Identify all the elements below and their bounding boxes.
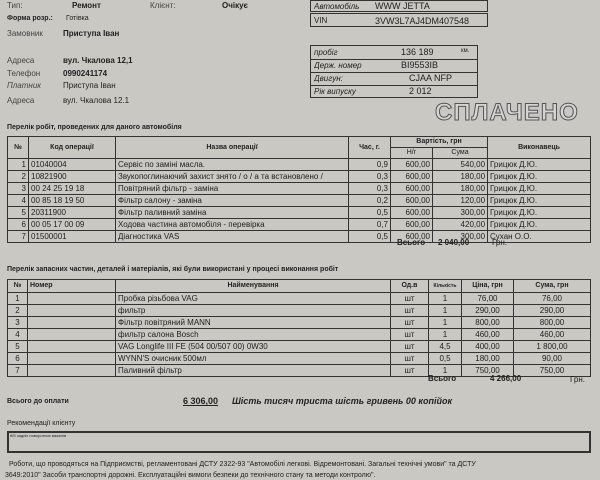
cell-unit: шт xyxy=(391,365,429,377)
cell-number xyxy=(28,317,116,329)
address-value: вул. Чкалова 12,1 xyxy=(63,56,133,65)
cell-name: WYNN'S очисник 500мл xyxy=(116,353,391,365)
col-sum: Сума, грн xyxy=(514,280,591,293)
customer-value: Приступа Іван xyxy=(63,29,120,38)
payment-amount: 6 306,00 xyxy=(183,396,219,406)
address-label: Адреса xyxy=(7,56,35,65)
cell-hours: 0,2 xyxy=(349,195,391,207)
footer-line-2: 3649:2010" Засоби транспортні дорожні. Експлуатаційні вимоги безпеки до технічного стану та методи контролю". xyxy=(5,472,376,479)
parts-currency: Грн. xyxy=(570,375,585,384)
cell-no: 7 xyxy=(8,231,29,243)
cell-qty: 0,5 xyxy=(429,353,462,365)
payment-label: Всього до оплати xyxy=(7,398,69,405)
cell-rate: 600,00 xyxy=(391,219,433,231)
parts-title: Перелік запасних частин, деталей і матеріалів, які були використані у процесі виконання робіт xyxy=(7,266,339,273)
cell-sum: 180,00 xyxy=(433,183,488,195)
table-row xyxy=(8,329,591,341)
cell-name: Повітряний фільтр - заміна xyxy=(116,183,349,195)
table-row xyxy=(8,317,591,329)
works-table xyxy=(7,136,591,243)
cell-unit: шт xyxy=(391,329,429,341)
cell-hours: 0,5 xyxy=(349,207,391,219)
cell-sum: 300,00 xyxy=(433,207,488,219)
recommendations-text: б/б задніх поворотних важелів xyxy=(10,433,67,438)
col-number: Номер xyxy=(28,280,116,293)
engine-label: Двигун: xyxy=(314,74,343,83)
cell-code: 01040004 xyxy=(29,159,116,171)
cell-code: 01500001 xyxy=(29,231,116,243)
cell-no: 5 xyxy=(8,207,29,219)
col-name: Найменування xyxy=(116,280,391,293)
cell-name: Діагностика VAS xyxy=(116,231,349,243)
cell-worker: Грицюк Д.Ю. xyxy=(488,171,591,183)
cell-rate: 600,00 xyxy=(391,183,433,195)
col-rate: Н/г xyxy=(391,148,433,159)
col-price: Ціна, грн xyxy=(462,280,514,293)
col-cost: Вартість, грн xyxy=(391,137,488,148)
payment-form-label: Форма розр.: xyxy=(7,15,53,22)
cell-code: 20311900 xyxy=(29,207,116,219)
works-title: Перелік робіт, проведених для даного автомобіля xyxy=(7,124,182,131)
phone-label: Телефон xyxy=(7,69,41,78)
cell-rate: 600,00 xyxy=(391,231,433,243)
cell-hours: 0,3 xyxy=(349,171,391,183)
cell-name: Сервіс по заміні масла. xyxy=(116,159,349,171)
cell-worker: Сухан О.О. xyxy=(488,231,591,243)
address2-value: вул. Чкалова 12.1 xyxy=(63,96,130,105)
cell-rate: 600,00 xyxy=(391,207,433,219)
cell-qty: 1 xyxy=(429,329,462,341)
cell-hours: 0,7 xyxy=(349,219,391,231)
cell-number xyxy=(28,293,116,305)
cell-worker: Грицюк Д.Ю. xyxy=(488,159,591,171)
col-name: Назва операції xyxy=(116,137,349,159)
table-row xyxy=(8,207,591,219)
payer-value: Приступа Іван xyxy=(63,81,116,90)
table-row xyxy=(8,195,591,207)
cell-price: 800,00 xyxy=(462,317,514,329)
cell-price: 400,00 xyxy=(462,341,514,353)
cell-unit: шт xyxy=(391,305,429,317)
recommendations-label: Рекомендації клієнту xyxy=(7,420,76,427)
cell-rate: 600,00 xyxy=(391,159,433,171)
cell-qty: 4,5 xyxy=(429,341,462,353)
cell-price: 460,00 xyxy=(462,329,514,341)
cell-name: Пробка різьбова VAG xyxy=(116,293,391,305)
cell-no: 2 xyxy=(8,171,29,183)
cell-worker: Грицюк Д.Ю. xyxy=(488,195,591,207)
parts-total-value: 4 266,00 xyxy=(490,374,522,383)
cell-name: Ходова частина автомобіля - перевірка xyxy=(116,219,349,231)
cell-sum: 180,00 xyxy=(433,171,488,183)
cell-sum: 460,00 xyxy=(514,329,591,341)
table-row xyxy=(8,219,591,231)
parts-table xyxy=(7,279,591,377)
table-row xyxy=(8,305,591,317)
cell-hours: 0,5 xyxy=(349,231,391,243)
mileage-value: 136 189 xyxy=(401,47,434,57)
works-total-label: Всього xyxy=(397,238,426,247)
cell-code: 00 24 25 19 18 xyxy=(29,183,116,195)
cell-code: 10821900 xyxy=(29,171,116,183)
cell-no: 6 xyxy=(8,353,28,365)
engine-value: CJAA NFP xyxy=(409,73,453,83)
cell-price: 750,00 xyxy=(462,365,514,377)
table-row xyxy=(8,353,591,365)
cell-worker: Грицюк Д.Ю. xyxy=(488,183,591,195)
cell-qty: 1 xyxy=(429,317,462,329)
cell-no: 4 xyxy=(8,329,28,341)
cell-sum: 800,00 xyxy=(514,317,591,329)
cell-unit: шт xyxy=(391,293,429,305)
client-value: Очікує xyxy=(222,1,248,10)
cell-no: 2 xyxy=(8,305,28,317)
paid-stamp: СПЛАЧЕНО xyxy=(435,99,579,126)
cell-sum: 420,00 xyxy=(433,219,488,231)
year-label: Рік випуску xyxy=(314,87,356,96)
mileage-label: пробіг xyxy=(314,48,338,57)
cell-number xyxy=(28,329,116,341)
cell-number xyxy=(28,365,116,377)
cell-sum: 76,00 xyxy=(514,293,591,305)
cell-unit: шт xyxy=(391,353,429,365)
parts-total-label: Всього xyxy=(428,374,457,383)
col-worker: Виконавець xyxy=(488,137,591,159)
cell-qty: 1 xyxy=(429,305,462,317)
cell-number xyxy=(28,341,116,353)
client-label: Клієнт: xyxy=(150,1,176,10)
cell-no: 7 xyxy=(8,365,28,377)
cell-no: 3 xyxy=(8,317,28,329)
cell-sum: 300,00 xyxy=(433,231,488,243)
cell-sum: 540,00 xyxy=(433,159,488,171)
vin-label: VIN xyxy=(314,16,328,25)
cell-no: 1 xyxy=(8,159,29,171)
phone-value: 0990241174 xyxy=(63,69,108,78)
address2-label: Адреса xyxy=(7,96,35,105)
cell-price: 290,00 xyxy=(462,305,514,317)
cell-sum: 1 800,00 xyxy=(514,341,591,353)
col-unit: Од.в xyxy=(391,280,429,293)
cell-name: фильтр xyxy=(116,305,391,317)
cell-number xyxy=(28,353,116,365)
cell-sum: 750,00 xyxy=(514,365,591,377)
cell-number xyxy=(28,305,116,317)
cell-name: Фільтр салону - заміна xyxy=(116,195,349,207)
cell-hours: 0,3 xyxy=(349,183,391,195)
plate-value: BI9553IB xyxy=(401,60,439,70)
customer-label: Замовник xyxy=(7,29,43,38)
cell-hours: 0,9 xyxy=(349,159,391,171)
cell-sum: 90,00 xyxy=(514,353,591,365)
cell-code: 00 05 17 00 09 xyxy=(29,219,116,231)
type-value: Ремонт xyxy=(72,1,101,10)
car-value: WWW JETTA xyxy=(375,1,430,11)
cell-price: 76,00 xyxy=(462,293,514,305)
works-currency: Грн. xyxy=(492,238,507,247)
works-total-value: 2 040,00 xyxy=(438,238,470,247)
vin-value: 3VW3L7AJ4DM407548 xyxy=(375,16,470,26)
table-row xyxy=(8,159,591,171)
cell-unit: шт xyxy=(391,341,429,353)
car-box xyxy=(310,0,488,12)
cell-rate: 600,00 xyxy=(391,195,433,207)
cell-name: Фільтр повітряний MANN xyxy=(116,317,391,329)
car-label: Автомобіль xyxy=(314,2,360,11)
col-no: № xyxy=(8,137,29,159)
mileage-unit: км. xyxy=(461,48,470,54)
recommendations-box xyxy=(7,431,591,453)
cell-qty: 1 xyxy=(429,365,462,377)
cell-no: 3 xyxy=(8,183,29,195)
cell-price: 180,00 xyxy=(462,353,514,365)
cell-code: 00 85 18 19 50 xyxy=(29,195,116,207)
cell-unit: шт xyxy=(391,317,429,329)
payer-label: Платник xyxy=(7,81,42,90)
table-row xyxy=(8,171,591,183)
cell-sum: 290,00 xyxy=(514,305,591,317)
cell-name: Звукопоглинаючий захист знято / о / а та встановлено / xyxy=(116,171,349,183)
vin-box xyxy=(310,13,488,27)
car-details-box xyxy=(310,45,478,98)
col-no: № xyxy=(8,280,28,293)
cell-rate: 600,00 xyxy=(391,171,433,183)
cell-name: фильтр салона Bosch xyxy=(116,329,391,341)
col-code: Код операції xyxy=(29,137,116,159)
plate-label: Держ. номер xyxy=(314,61,362,70)
cell-name: VAG Longlife III FE (504 00/507 00) 0W30 xyxy=(116,341,391,353)
cell-no: 1 xyxy=(8,293,28,305)
col-sum: Сума xyxy=(433,148,488,159)
col-qty: Кількість xyxy=(429,280,462,293)
cell-sum: 120,00 xyxy=(433,195,488,207)
cell-name: Паливний фільтр xyxy=(116,365,391,377)
cell-worker: Грицюк Д.Ю. xyxy=(488,219,591,231)
cell-no: 4 xyxy=(8,195,29,207)
cell-worker: Грицюк Д.Ю. xyxy=(488,207,591,219)
cell-no: 5 xyxy=(8,341,28,353)
table-row xyxy=(8,183,591,195)
footer-line-1: Роботи, що проводяться на Підприємстві, регламентовані ДСТУ 2322-93 "Автомобілі легкові. Відремонтовані. Загальні технічні умови" та ДСТУ xyxy=(9,461,476,468)
year-value: 2 012 xyxy=(409,86,432,96)
cell-qty: 1 xyxy=(429,293,462,305)
table-row xyxy=(8,293,591,305)
col-hours: Час, г. xyxy=(349,137,391,159)
payment-form-value: Готівка xyxy=(66,15,89,22)
cell-no: 6 xyxy=(8,219,29,231)
cell-name: Фільтр паливний заміна xyxy=(116,207,349,219)
payment-words: Шість тисяч триста шість гривень 00 копійок xyxy=(232,396,453,406)
type-label: Тип: xyxy=(7,1,23,10)
table-row xyxy=(8,341,591,353)
